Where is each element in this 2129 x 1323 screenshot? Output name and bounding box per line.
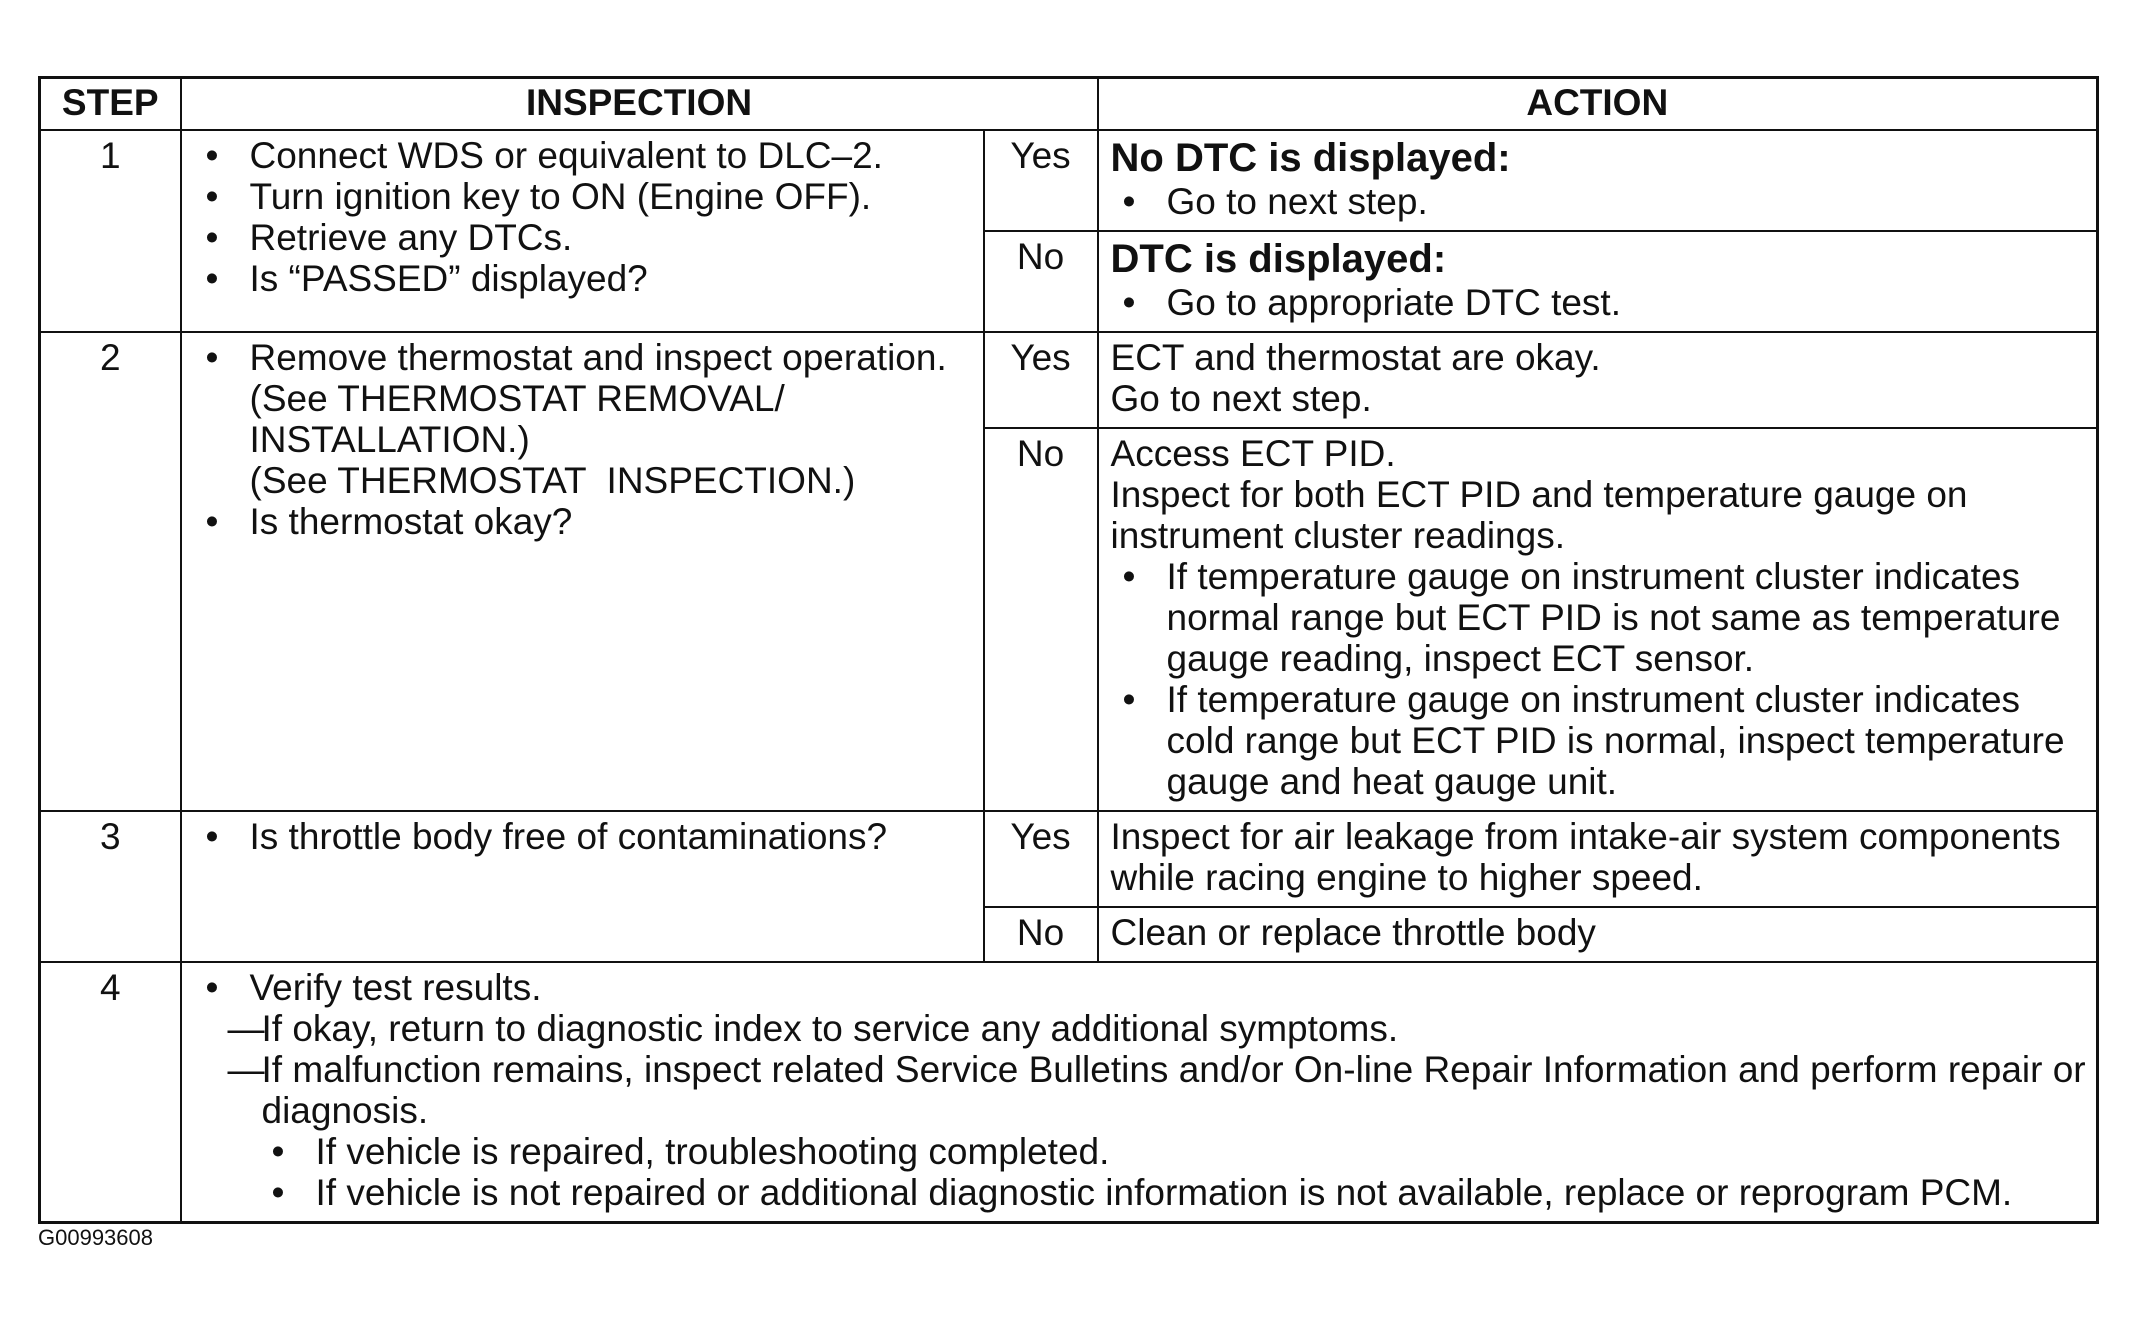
step-2-no-action (1098, 428, 2098, 811)
inspection-line: (See THERMOSTAT REMOVAL/ (249, 378, 785, 419)
step-number: 2 (40, 332, 181, 811)
dash-mark: — (227, 1008, 265, 1049)
diagnostic-table (38, 76, 2099, 1224)
dash-mark: — (227, 1049, 265, 1090)
step-3-inspection (181, 811, 984, 962)
yes-label: Yes (984, 332, 1098, 428)
action-heading: DTC is displayed: (1110, 237, 1447, 281)
step-1-inspection (181, 130, 984, 332)
step-number: 1 (40, 130, 181, 332)
step-3-yes-row (40, 811, 2098, 907)
sub-bullet: • If vehicle is repaired, troubleshooting completed. (198, 1131, 2087, 1172)
inspection-line: INSTALLATION.) (249, 419, 530, 460)
step-3-no-action: Clean or replace throttle body (1098, 907, 2098, 962)
step-1-yes-row (40, 130, 2098, 231)
action-heading: No DTC is displayed: (1110, 136, 1511, 180)
dash-text: If malfunction remains, inspect related Service Bulletins and/or On-line Repair Information and perform repair or diagnosis. (261, 1049, 2086, 1131)
action-line: instrument cluster readings. (1110, 515, 1565, 556)
inspection-line: (See THERMOSTAT INSPECTION.) (249, 460, 856, 501)
action-line: Inspect for both ECT PID and temperature gauge on (1110, 474, 1968, 515)
inspection-item: • Turn ignition key to ON (Engine OFF). (198, 176, 973, 217)
no-label: No (984, 428, 1098, 811)
step-header: STEP (40, 78, 181, 131)
inspection-item: • Is thermostat okay? (198, 501, 973, 542)
step-number: 3 (40, 811, 181, 962)
inspection-line: • Remove thermostat and inspect operation. (249, 337, 947, 378)
no-label: No (984, 907, 1098, 962)
header-row (40, 78, 2098, 131)
action-header: ACTION (1098, 78, 2098, 131)
inspection-item: • Verify test results. (198, 967, 2087, 1008)
no-label: No (984, 231, 1098, 332)
step-1-yes-action (1098, 130, 2098, 231)
action-line: Go to next step. (1110, 378, 1372, 419)
yes-label: Yes (984, 130, 1098, 231)
action-bullet: • If temperature gauge on instrument cluster indicates normal range but ECT PID is not same as temperature gauge reading, inspect ECT sensor. (1111, 556, 2087, 679)
step-number: 4 (40, 962, 181, 1223)
step-4-row (40, 962, 2098, 1223)
step-1-no-action (1098, 231, 2098, 332)
action-line: ECT and thermostat are okay. (1110, 337, 1601, 378)
step-3-yes-action: Inspect for air leakage from intake-air system components while racing engine to higher speed. (1098, 811, 2098, 907)
action-bullet: • Go to next step. (1111, 181, 2087, 222)
inspection-item: • Connect WDS or equivalent to DLC–2. (198, 135, 973, 176)
step-2-inspection (181, 332, 984, 811)
figure-id: G00993608 (38, 1225, 153, 1250)
step-4-inspection (181, 962, 2098, 1223)
inspection-item: • Retrieve any DTCs. (198, 217, 973, 258)
step-2-yes-row (40, 332, 2098, 428)
inspection-item (198, 337, 973, 501)
dash-item (198, 1008, 2087, 1049)
inspection-header: INSPECTION (181, 78, 1098, 131)
dash-item (198, 1049, 2087, 1131)
inspection-item: • Is “PASSED” displayed? (198, 258, 973, 299)
action-bullet: • If temperature gauge on instrument cluster indicates cold range but ECT PID is normal, inspect temperature gauge and heat gauge unit. (1111, 679, 2087, 802)
action-bullet: • Go to appropriate DTC test. (1111, 282, 2087, 323)
dash-text: If okay, return to diagnostic index to service any additional symptoms. (261, 1008, 1399, 1049)
action-line: Access ECT PID. (1110, 433, 1396, 474)
inspection-item: • Is throttle body free of contaminations? (198, 816, 973, 857)
sub-bullet: • If vehicle is not repaired or additional diagnostic information is not available, replace or reprogram PCM. (198, 1172, 2087, 1213)
yes-label: Yes (984, 811, 1098, 907)
step-2-yes-action (1098, 332, 2098, 428)
